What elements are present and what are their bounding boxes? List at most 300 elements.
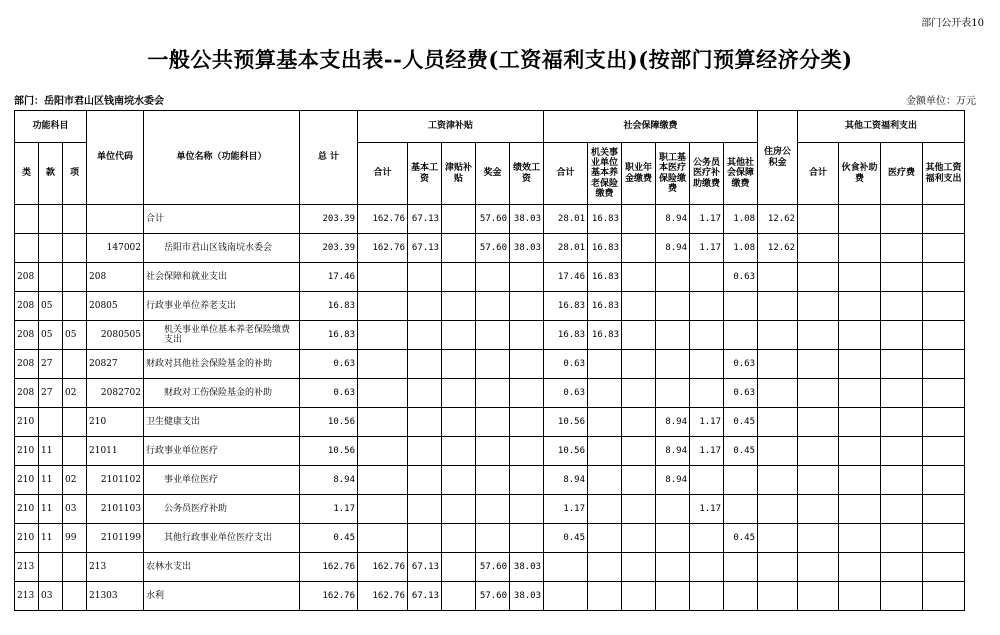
other-cell bbox=[798, 379, 839, 408]
wage-cell bbox=[510, 495, 544, 524]
wage-cell bbox=[408, 437, 442, 466]
xiang-cell bbox=[63, 350, 87, 379]
unit-name-cell: 行政事业单位医疗 bbox=[144, 437, 300, 466]
social-sub-header: 公务员医疗补助缴费 bbox=[690, 143, 724, 205]
total-cell: 8.94 bbox=[300, 466, 358, 495]
social-cell bbox=[656, 350, 690, 379]
social-cell: 0.63 bbox=[724, 379, 758, 408]
housing-cell bbox=[758, 292, 798, 321]
other-cell bbox=[839, 466, 881, 495]
kuan-cell: 11 bbox=[39, 466, 63, 495]
wage-cell bbox=[510, 350, 544, 379]
other-cell bbox=[798, 553, 839, 582]
other-cell bbox=[881, 379, 923, 408]
housing-cell bbox=[758, 408, 798, 437]
wage-cell bbox=[442, 292, 476, 321]
wage-cell bbox=[476, 466, 510, 495]
social-cell: 16.83 bbox=[544, 321, 588, 350]
social-cell: 0.63 bbox=[724, 350, 758, 379]
social-cell: 8.94 bbox=[656, 466, 690, 495]
social-cell bbox=[656, 495, 690, 524]
social-cell bbox=[724, 495, 758, 524]
wage-cell bbox=[476, 408, 510, 437]
other-cell bbox=[839, 553, 881, 582]
wage-cell bbox=[442, 234, 476, 263]
social-cell: 1.17 bbox=[690, 234, 724, 263]
kuan-cell: 27 bbox=[39, 379, 63, 408]
social-cell: 0.63 bbox=[724, 263, 758, 292]
total-cell: 16.83 bbox=[300, 292, 358, 321]
table-row bbox=[15, 379, 965, 408]
social-cell bbox=[622, 524, 656, 553]
xiang-cell bbox=[63, 437, 87, 466]
other-cell bbox=[839, 263, 881, 292]
social-cell bbox=[622, 553, 656, 582]
total-cell: 10.56 bbox=[300, 408, 358, 437]
lei-cell: 210 bbox=[15, 408, 39, 437]
social-cell bbox=[690, 466, 724, 495]
social-cell: 0.45 bbox=[724, 524, 758, 553]
housing-cell bbox=[758, 350, 798, 379]
other-cell bbox=[839, 524, 881, 553]
total-cell: 162.76 bbox=[300, 553, 358, 582]
wage-cell bbox=[442, 205, 476, 234]
social-cell bbox=[588, 524, 622, 553]
lei-cell bbox=[15, 234, 39, 263]
wage-cell bbox=[358, 408, 408, 437]
other-sub-header: 伙食补助费 bbox=[839, 143, 881, 205]
table-body bbox=[15, 205, 965, 611]
lei-cell: 213 bbox=[15, 582, 39, 611]
social-cell bbox=[588, 582, 622, 611]
department-label: 部门：岳阳市君山区钱南垸水委会 bbox=[14, 96, 164, 107]
wage-cell bbox=[358, 379, 408, 408]
social-cell bbox=[690, 379, 724, 408]
corner-label: 部门公开表10 bbox=[921, 18, 984, 29]
unit-name-cell: 岳阳市君山区钱南垸水委会 bbox=[144, 234, 300, 263]
lei-cell: 208 bbox=[15, 292, 39, 321]
wage-sub-header: 基本工资 bbox=[408, 143, 442, 205]
social-cell bbox=[690, 321, 724, 350]
social-cell: 1.17 bbox=[690, 408, 724, 437]
other-cell bbox=[798, 495, 839, 524]
xiang-cell bbox=[63, 263, 87, 292]
wage-cell bbox=[476, 292, 510, 321]
unit-code-cell: 20827 bbox=[87, 350, 144, 379]
other-cell bbox=[881, 205, 923, 234]
lei-cell: 210 bbox=[15, 437, 39, 466]
social-cell bbox=[588, 379, 622, 408]
wage-group-header: 工资津补贴 bbox=[358, 111, 544, 143]
social-cell bbox=[690, 582, 724, 611]
table-row bbox=[15, 437, 965, 466]
wage-cell bbox=[442, 379, 476, 408]
unit-name-cell: 社会保障和就业支出 bbox=[144, 263, 300, 292]
other-cell bbox=[839, 408, 881, 437]
other-cell bbox=[923, 553, 965, 582]
other-cell bbox=[839, 321, 881, 350]
social-sub-header: 职业年金缴费 bbox=[622, 143, 656, 205]
xiang-cell: 03 bbox=[63, 495, 87, 524]
wage-cell: 38.03 bbox=[510, 553, 544, 582]
social-cell bbox=[656, 582, 690, 611]
social-cell: 8.94 bbox=[656, 408, 690, 437]
housing-cell bbox=[758, 495, 798, 524]
social-cell bbox=[724, 582, 758, 611]
wage-sub-header: 合计 bbox=[358, 143, 408, 205]
social-cell bbox=[622, 437, 656, 466]
table-row bbox=[15, 582, 965, 611]
wage-cell bbox=[408, 379, 442, 408]
other-cell bbox=[839, 350, 881, 379]
social-cell bbox=[622, 582, 656, 611]
housing-header: 住房公积金 bbox=[758, 111, 798, 205]
wage-cell bbox=[442, 263, 476, 292]
lei-cell: 208 bbox=[15, 350, 39, 379]
unit-name-cell: 水利 bbox=[144, 582, 300, 611]
social-cell bbox=[588, 495, 622, 524]
other-cell bbox=[923, 205, 965, 234]
other-cell bbox=[881, 582, 923, 611]
xiang-cell bbox=[63, 553, 87, 582]
unit-name-cell: 卫生健康支出 bbox=[144, 408, 300, 437]
other-cell bbox=[923, 408, 965, 437]
table-row bbox=[15, 495, 965, 524]
wage-cell bbox=[442, 495, 476, 524]
social-cell bbox=[656, 379, 690, 408]
social-cell bbox=[622, 379, 656, 408]
xiang-cell: 02 bbox=[63, 466, 87, 495]
other-cell bbox=[881, 408, 923, 437]
xiang-cell: 02 bbox=[63, 379, 87, 408]
housing-cell bbox=[758, 321, 798, 350]
wage-cell bbox=[476, 495, 510, 524]
wage-cell bbox=[358, 350, 408, 379]
xiang-cell: 99 bbox=[63, 524, 87, 553]
kuan-cell: 05 bbox=[39, 321, 63, 350]
unit-code-header: 单位代码 bbox=[87, 111, 144, 205]
lei-cell bbox=[15, 205, 39, 234]
wage-cell bbox=[442, 350, 476, 379]
social-sub-header: 职工基本医疗保险缴费 bbox=[656, 143, 690, 205]
xiang-cell bbox=[63, 234, 87, 263]
wage-sub-header: 奖金 bbox=[476, 143, 510, 205]
social-cell bbox=[544, 582, 588, 611]
social-cell bbox=[622, 408, 656, 437]
social-group-header: 社会保障缴费 bbox=[544, 111, 758, 143]
social-cell: 16.83 bbox=[588, 205, 622, 234]
wage-cell: 57.60 bbox=[476, 582, 510, 611]
other-cell bbox=[923, 379, 965, 408]
other-cell bbox=[923, 466, 965, 495]
social-cell: 1.08 bbox=[724, 205, 758, 234]
unit-name-cell: 财政对其他社会保险基金的补助 bbox=[144, 350, 300, 379]
social-cell: 1.17 bbox=[690, 495, 724, 524]
kuan-cell: 05 bbox=[39, 292, 63, 321]
wage-cell bbox=[476, 321, 510, 350]
other-cell bbox=[923, 437, 965, 466]
social-cell: 16.83 bbox=[588, 263, 622, 292]
wage-cell: 162.76 bbox=[358, 234, 408, 263]
total-cell: 0.63 bbox=[300, 350, 358, 379]
total-cell: 16.83 bbox=[300, 321, 358, 350]
social-cell bbox=[724, 321, 758, 350]
other-cell bbox=[798, 292, 839, 321]
unit-name-header: 单位名称（功能科目） bbox=[144, 111, 300, 205]
housing-cell bbox=[758, 263, 798, 292]
wage-cell bbox=[358, 263, 408, 292]
table-row bbox=[15, 205, 965, 234]
wage-cell: 162.76 bbox=[358, 205, 408, 234]
social-cell bbox=[544, 553, 588, 582]
social-cell: 0.63 bbox=[544, 379, 588, 408]
wage-cell bbox=[510, 437, 544, 466]
xiang-cell: 05 bbox=[63, 321, 87, 350]
other-cell bbox=[839, 379, 881, 408]
unit-code-cell: 2101103 bbox=[87, 495, 144, 524]
social-cell: 10.56 bbox=[544, 437, 588, 466]
other-cell bbox=[798, 582, 839, 611]
other-cell bbox=[839, 495, 881, 524]
social-cell bbox=[690, 263, 724, 292]
total-header: 总 计 bbox=[300, 111, 358, 205]
total-cell: 1.17 bbox=[300, 495, 358, 524]
other-cell bbox=[881, 263, 923, 292]
wage-cell bbox=[408, 263, 442, 292]
other-cell bbox=[923, 524, 965, 553]
kuan-header: 款 bbox=[39, 143, 63, 205]
social-cell: 16.83 bbox=[588, 234, 622, 263]
kuan-cell bbox=[39, 263, 63, 292]
wage-cell bbox=[408, 408, 442, 437]
table-row bbox=[15, 263, 965, 292]
kuan-cell: 03 bbox=[39, 582, 63, 611]
other-cell bbox=[881, 437, 923, 466]
wage-cell bbox=[442, 408, 476, 437]
social-cell: 16.83 bbox=[588, 321, 622, 350]
social-cell bbox=[724, 292, 758, 321]
wage-cell bbox=[476, 379, 510, 408]
wage-cell bbox=[442, 466, 476, 495]
lei-cell: 208 bbox=[15, 379, 39, 408]
wage-cell: 162.76 bbox=[358, 582, 408, 611]
wage-cell bbox=[408, 350, 442, 379]
table-row bbox=[15, 408, 965, 437]
wage-cell bbox=[510, 524, 544, 553]
wage-cell bbox=[408, 524, 442, 553]
func-subject-header: 功能科目 bbox=[15, 111, 87, 143]
xiang-cell bbox=[63, 582, 87, 611]
social-cell: 8.94 bbox=[544, 466, 588, 495]
other-cell bbox=[923, 292, 965, 321]
social-cell: 0.45 bbox=[724, 437, 758, 466]
wage-cell bbox=[442, 437, 476, 466]
xiang-cell bbox=[63, 205, 87, 234]
social-cell: 1.08 bbox=[724, 234, 758, 263]
unit-name-cell: 合计 bbox=[144, 205, 300, 234]
social-cell bbox=[622, 495, 656, 524]
unit-code-cell: 20805 bbox=[87, 292, 144, 321]
housing-cell bbox=[758, 553, 798, 582]
social-sub-header: 合计 bbox=[544, 143, 588, 205]
wage-cell bbox=[510, 466, 544, 495]
unit-name-cell: 农林水支出 bbox=[144, 553, 300, 582]
social-cell bbox=[588, 437, 622, 466]
social-cell bbox=[622, 321, 656, 350]
wage-cell bbox=[476, 263, 510, 292]
wage-cell: 162.76 bbox=[358, 553, 408, 582]
social-cell: 1.17 bbox=[690, 437, 724, 466]
social-cell: 16.83 bbox=[588, 292, 622, 321]
wage-cell bbox=[408, 495, 442, 524]
kuan-cell: 11 bbox=[39, 495, 63, 524]
housing-cell bbox=[758, 437, 798, 466]
other-cell bbox=[798, 524, 839, 553]
social-cell bbox=[588, 466, 622, 495]
social-cell: 8.94 bbox=[656, 437, 690, 466]
social-sub-header: 其他社会保障缴费 bbox=[724, 143, 758, 205]
social-cell bbox=[690, 350, 724, 379]
unit-name-cell: 行政事业单位养老支出 bbox=[144, 292, 300, 321]
page-title: 一般公共预算基本支出表--人员经费(工资福利支出)(按部门预算经济分类) bbox=[147, 47, 853, 72]
social-cell bbox=[622, 263, 656, 292]
social-cell bbox=[724, 466, 758, 495]
wage-cell bbox=[358, 524, 408, 553]
other-cell bbox=[923, 234, 965, 263]
unit-code-cell: 210 bbox=[87, 408, 144, 437]
other-cell bbox=[839, 292, 881, 321]
kuan-cell bbox=[39, 408, 63, 437]
social-cell bbox=[656, 524, 690, 553]
social-cell: 1.17 bbox=[544, 495, 588, 524]
lei-cell: 210 bbox=[15, 466, 39, 495]
unit-code-cell: 21011 bbox=[87, 437, 144, 466]
social-cell: 8.94 bbox=[656, 205, 690, 234]
social-sub-header: 机关事业单位基本养老保险缴费 bbox=[588, 143, 622, 205]
housing-cell bbox=[758, 524, 798, 553]
social-cell: 0.63 bbox=[544, 350, 588, 379]
unit-code-cell: 2101199 bbox=[87, 524, 144, 553]
other-cell bbox=[798, 350, 839, 379]
wage-cell: 67.13 bbox=[408, 553, 442, 582]
social-cell bbox=[622, 234, 656, 263]
social-cell: 1.17 bbox=[690, 205, 724, 234]
unit-name-cell: 财政对工伤保险基金的补助 bbox=[144, 379, 300, 408]
unit-code-cell bbox=[87, 205, 144, 234]
other-cell bbox=[839, 234, 881, 263]
social-cell: 28.01 bbox=[544, 234, 588, 263]
social-cell bbox=[622, 292, 656, 321]
wage-cell bbox=[442, 582, 476, 611]
social-cell bbox=[588, 408, 622, 437]
other-cell bbox=[839, 582, 881, 611]
other-cell bbox=[881, 350, 923, 379]
lei-cell: 213 bbox=[15, 553, 39, 582]
budget-table bbox=[14, 110, 965, 611]
wage-cell: 67.13 bbox=[408, 234, 442, 263]
other-cell bbox=[798, 321, 839, 350]
kuan-cell: 11 bbox=[39, 437, 63, 466]
other-sub-header: 其他工资福利支出 bbox=[923, 143, 965, 205]
unit-code-cell: 147002 bbox=[87, 234, 144, 263]
wage-cell bbox=[358, 437, 408, 466]
housing-cell bbox=[758, 379, 798, 408]
table-row bbox=[15, 292, 965, 321]
total-cell: 0.45 bbox=[300, 524, 358, 553]
social-cell bbox=[656, 553, 690, 582]
social-cell bbox=[656, 321, 690, 350]
social-cell bbox=[690, 292, 724, 321]
kuan-cell bbox=[39, 234, 63, 263]
other-cell bbox=[923, 495, 965, 524]
wage-cell bbox=[476, 524, 510, 553]
other-group-header: 其他工资福利支出 bbox=[798, 111, 965, 143]
wage-cell bbox=[408, 466, 442, 495]
other-cell bbox=[798, 466, 839, 495]
social-cell: 0.45 bbox=[544, 524, 588, 553]
social-cell bbox=[690, 553, 724, 582]
other-cell bbox=[881, 524, 923, 553]
other-cell bbox=[881, 234, 923, 263]
wage-cell: 38.03 bbox=[510, 205, 544, 234]
wage-cell: 57.60 bbox=[476, 234, 510, 263]
social-cell: 28.01 bbox=[544, 205, 588, 234]
social-cell: 10.56 bbox=[544, 408, 588, 437]
wage-cell bbox=[408, 321, 442, 350]
table-row bbox=[15, 524, 965, 553]
social-cell bbox=[690, 524, 724, 553]
wage-cell bbox=[358, 292, 408, 321]
other-cell bbox=[881, 553, 923, 582]
wage-cell bbox=[476, 437, 510, 466]
social-cell: 8.94 bbox=[656, 234, 690, 263]
other-sub-header: 医疗费 bbox=[881, 143, 923, 205]
social-cell bbox=[622, 205, 656, 234]
lei-cell: 210 bbox=[15, 495, 39, 524]
wage-cell bbox=[408, 292, 442, 321]
wage-sub-header: 绩效工资 bbox=[510, 143, 544, 205]
other-cell bbox=[881, 466, 923, 495]
other-cell bbox=[798, 205, 839, 234]
lei-header: 类 bbox=[15, 143, 39, 205]
other-cell bbox=[923, 350, 965, 379]
unit-name-cell: 公务员医疗补助 bbox=[144, 495, 300, 524]
unit-code-cell: 208 bbox=[87, 263, 144, 292]
total-cell: 10.56 bbox=[300, 437, 358, 466]
wage-cell: 67.13 bbox=[408, 205, 442, 234]
housing-cell: 12.62 bbox=[758, 205, 798, 234]
unit-code-cell: 21303 bbox=[87, 582, 144, 611]
unit-code-cell: 213 bbox=[87, 553, 144, 582]
xiang-cell bbox=[63, 408, 87, 437]
wage-cell bbox=[358, 321, 408, 350]
total-cell: 162.76 bbox=[300, 582, 358, 611]
other-cell bbox=[798, 437, 839, 466]
wage-cell bbox=[476, 350, 510, 379]
other-cell bbox=[923, 263, 965, 292]
wage-cell bbox=[442, 321, 476, 350]
unit-name-cell: 事业单位医疗 bbox=[144, 466, 300, 495]
housing-cell: 12.62 bbox=[758, 234, 798, 263]
wage-cell bbox=[358, 495, 408, 524]
other-cell bbox=[923, 321, 965, 350]
other-cell bbox=[798, 234, 839, 263]
housing-cell bbox=[758, 582, 798, 611]
social-cell bbox=[656, 263, 690, 292]
unit-name-cell: 其他行政事业单位医疗支出 bbox=[144, 524, 300, 553]
total-cell: 203.39 bbox=[300, 234, 358, 263]
wage-cell: 38.03 bbox=[510, 582, 544, 611]
